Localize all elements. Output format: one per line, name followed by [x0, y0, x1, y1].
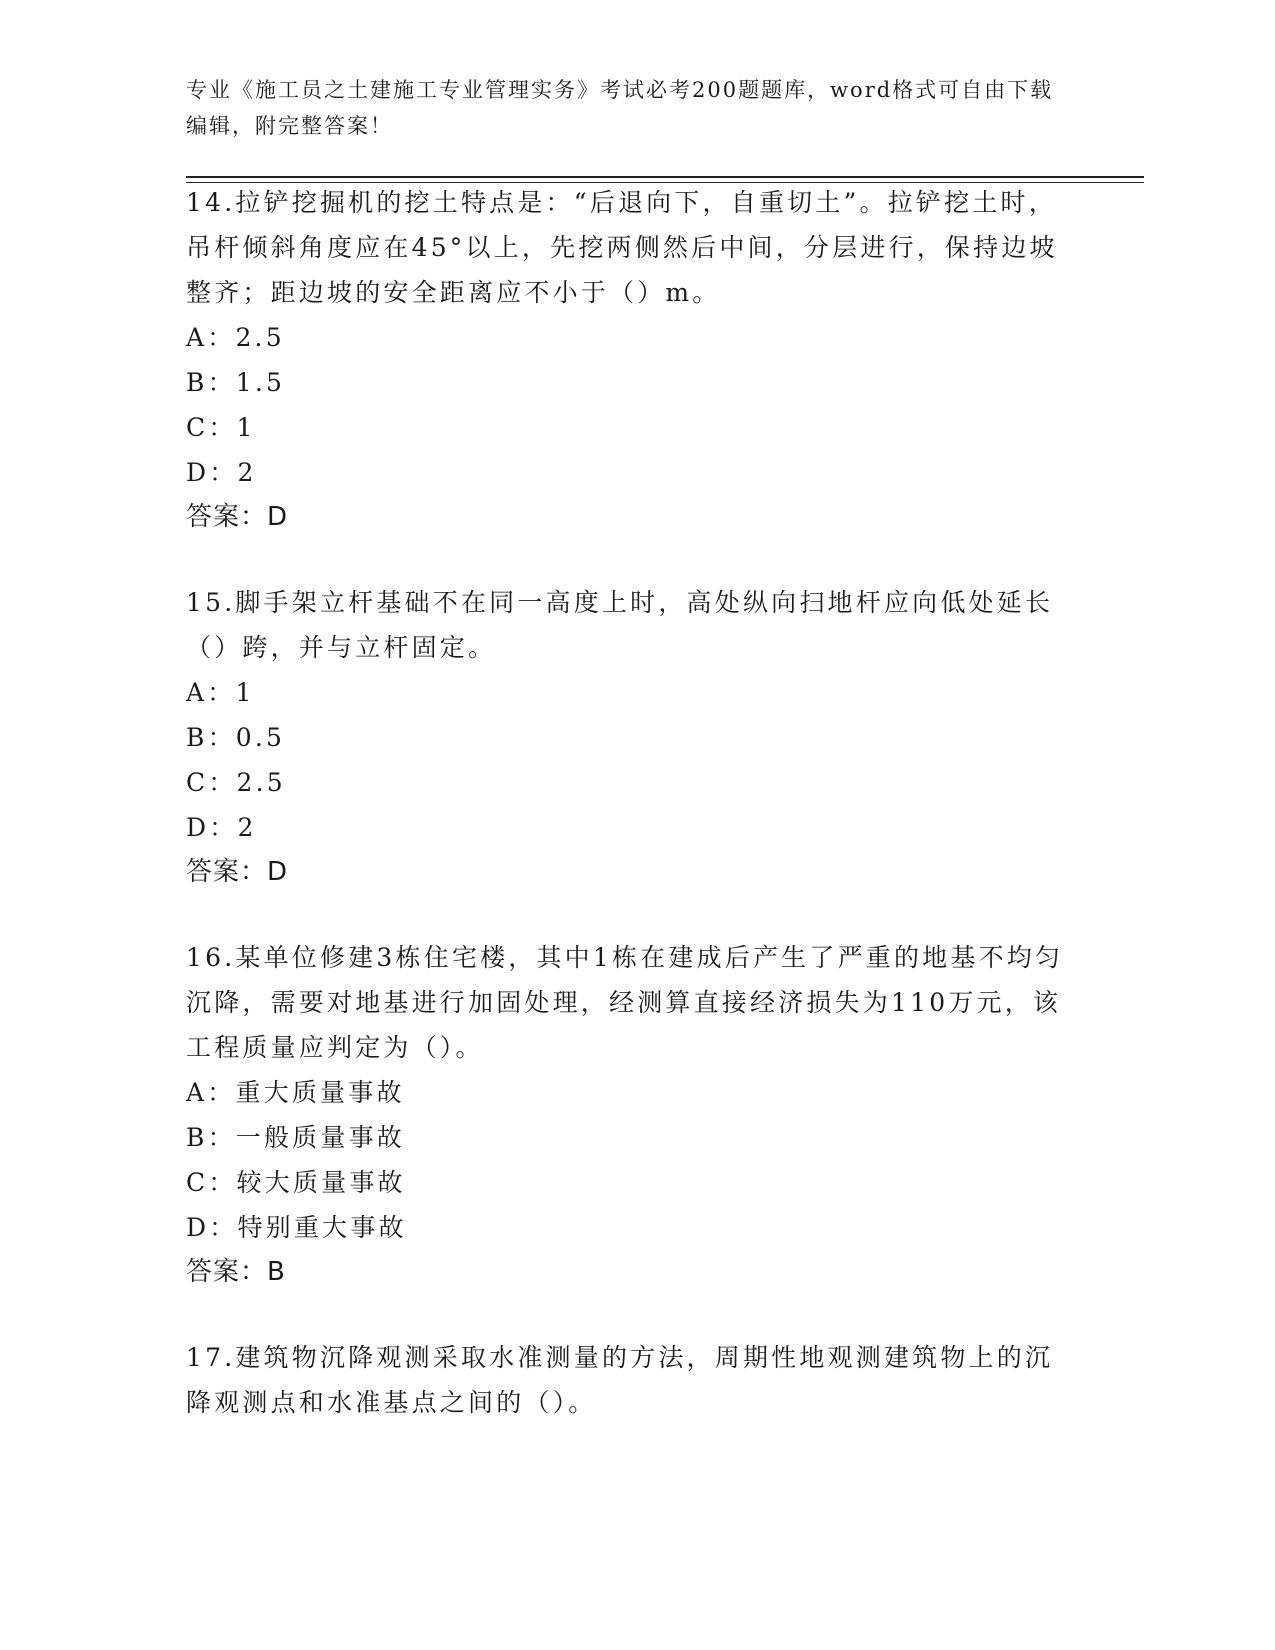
header-rule-thick — [186, 176, 1144, 178]
document-header — [186, 72, 1066, 144]
option-c: C：2.5 — [186, 768, 286, 797]
answer-line: 答案：B — [186, 1257, 286, 1287]
option-b: B：一般质量事故 — [186, 1123, 405, 1152]
option-d: D：特别重大事故 — [186, 1213, 407, 1242]
option-a: A：2.5 — [186, 323, 285, 352]
option-c: C：1 — [186, 413, 256, 442]
question-14 — [186, 180, 1066, 540]
question-stem: 14.拉铲挖掘机的挖土特点是：“后退向下，自重切土”。拉铲挖土时，吊杆倾斜角度应在45°以上，先挖两侧然后中间，分层进行，保持边坡整齐；距边坡的安全距离应不小于（）m。 — [186, 188, 1058, 307]
option-d: D：2 — [186, 458, 257, 487]
answer-line: 答案：D — [186, 857, 289, 887]
option-a: A：重大质量事故 — [186, 1078, 405, 1107]
option-a: A：1 — [186, 678, 255, 707]
question-stem: 15.脚手架立杆基础不在同一高度上时，高处纵向扫地杆应向低处延长（）跨，并与立杆固定。 — [186, 588, 1054, 662]
question-15 — [186, 580, 1066, 895]
question-16 — [186, 935, 1066, 1295]
question-17 — [186, 1335, 1066, 1425]
question-stem: 16.某单位修建3栋住宅楼，其中1栋在建成后产生了严重的地基不均匀沉降，需要对地基进行加固处理，经测算直接经济损失为110万元，该工程质量应判定为（）。 — [186, 943, 1064, 1062]
question-stem: 17.建筑物沉降观测采取水准测量的方法，周期性地观测建筑物上的沉降观测点和水准基点之间的（）。 — [186, 1343, 1054, 1417]
option-b: B：0.5 — [186, 723, 286, 752]
header-title: 专业《施工员之土建施工专业管理实务》考试必考200题题库，word格式可自由下载编辑，附完整答案！ — [186, 78, 1054, 138]
option-c: C：较大质量事故 — [186, 1168, 406, 1197]
option-d: D：2 — [186, 813, 257, 842]
option-b: B：1.5 — [186, 368, 286, 397]
answer-line: 答案：D — [186, 502, 289, 532]
